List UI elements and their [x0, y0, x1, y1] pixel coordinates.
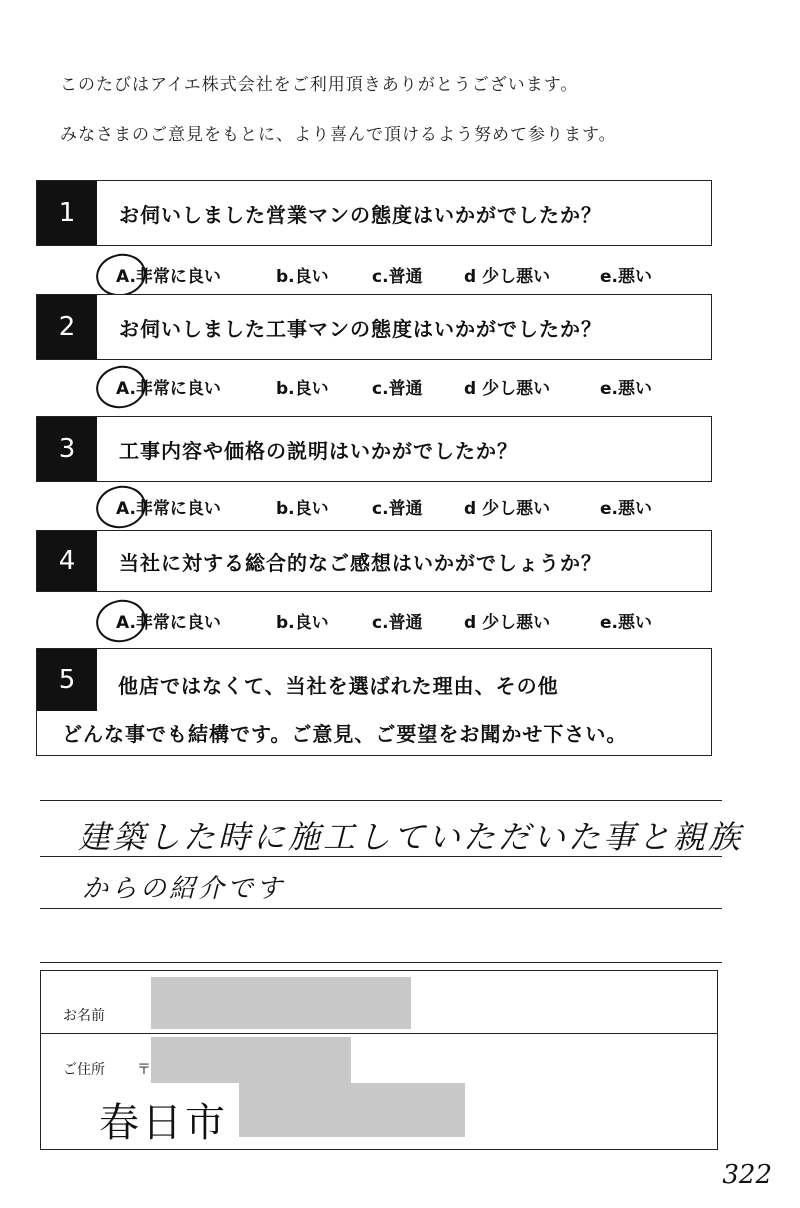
- question-1-number: 1: [37, 181, 97, 245]
- handwritten-answer-line-2: からの紹介です: [82, 874, 286, 904]
- handwritten-address: 春日市: [99, 1100, 228, 1146]
- option-e[interactable]: e.悪い: [600, 499, 652, 519]
- question-4-text: 当社に対する総合的なご感想はいかがでしょうか？: [119, 550, 602, 575]
- option-c[interactable]: c.普通: [372, 613, 423, 633]
- postal-mark: 〒: [137, 1062, 151, 1078]
- name-redaction: [151, 977, 411, 1029]
- option-a[interactable]: A.非常に良い: [116, 613, 221, 633]
- selected-circle-q3: [92, 481, 150, 532]
- option-e[interactable]: e.悪い: [600, 613, 652, 633]
- answer-rule-4: [40, 962, 722, 963]
- question-5-text-line-2: どんな事でも結構です。ご意見、ご要望をお聞かせ下さい。: [62, 722, 628, 746]
- option-a[interactable]: A.非常に良い: [116, 379, 221, 399]
- option-c[interactable]: c.普通: [372, 499, 423, 519]
- handwritten-answer-line-1: 建築した時に施工していただいた事と親族: [78, 818, 744, 856]
- postal-redaction: [151, 1037, 351, 1083]
- question-2-number: 2: [37, 295, 97, 359]
- address-redaction: [239, 1083, 465, 1137]
- option-e[interactable]: e.悪い: [600, 267, 652, 287]
- page-number: 322: [722, 1160, 772, 1190]
- option-b[interactable]: b.良い: [276, 613, 329, 633]
- question-5-number: 5: [37, 649, 97, 711]
- question-4-options: [116, 608, 676, 636]
- option-e[interactable]: e.悪い: [600, 379, 652, 399]
- question-2-box: [36, 294, 712, 360]
- option-a[interactable]: A.非常に良い: [116, 499, 221, 519]
- question-3-options: [116, 494, 676, 522]
- question-2-text: お伺いしました工事マンの態度はいかがでしたか？: [119, 316, 602, 341]
- question-5-text-line-1: 他店ではなくて、当社を選ばれた理由、その他: [118, 674, 559, 698]
- option-b[interactable]: b.良い: [276, 499, 329, 519]
- option-d[interactable]: d 少し悪い: [464, 613, 551, 633]
- question-3-text: 工事内容や価格の説明はいかがでしたか？: [119, 438, 518, 463]
- contact-box: [40, 970, 718, 1150]
- question-1-options: [116, 262, 676, 290]
- question-1-box: [36, 180, 712, 246]
- intro-line-2: みなさまのご意見をもとに、より喜んで頂けるよう努めて参ります。: [60, 125, 617, 145]
- option-d[interactable]: d 少し悪い: [464, 379, 551, 399]
- option-a[interactable]: A.非常に良い: [116, 267, 221, 287]
- question-4-box: [36, 530, 712, 592]
- answer-rule-3: [40, 908, 722, 909]
- option-b[interactable]: b.良い: [276, 379, 329, 399]
- selected-circle-q2: [92, 361, 150, 412]
- address-label: ご住所: [63, 1062, 105, 1078]
- name-label: お名前: [63, 1008, 105, 1024]
- selected-circle-q4: [92, 595, 150, 646]
- question-4-number: 4: [37, 531, 97, 591]
- option-b[interactable]: b.良い: [276, 267, 329, 287]
- question-1-text: お伺いしました営業マンの態度はいかがでしたか？: [119, 202, 602, 227]
- option-c[interactable]: c.普通: [372, 379, 423, 399]
- option-c[interactable]: c.普通: [372, 267, 423, 287]
- question-3-box: [36, 416, 712, 482]
- contact-divider: [41, 1033, 717, 1034]
- option-d[interactable]: d 少し悪い: [464, 267, 551, 287]
- question-2-options: [116, 374, 676, 402]
- option-d[interactable]: d 少し悪い: [464, 499, 551, 519]
- answer-rule-1: [40, 800, 722, 801]
- intro-line-1: このたびはアイエ株式会社をご利用頂きありがとうございます。: [60, 75, 579, 95]
- question-3-number: 3: [37, 417, 97, 481]
